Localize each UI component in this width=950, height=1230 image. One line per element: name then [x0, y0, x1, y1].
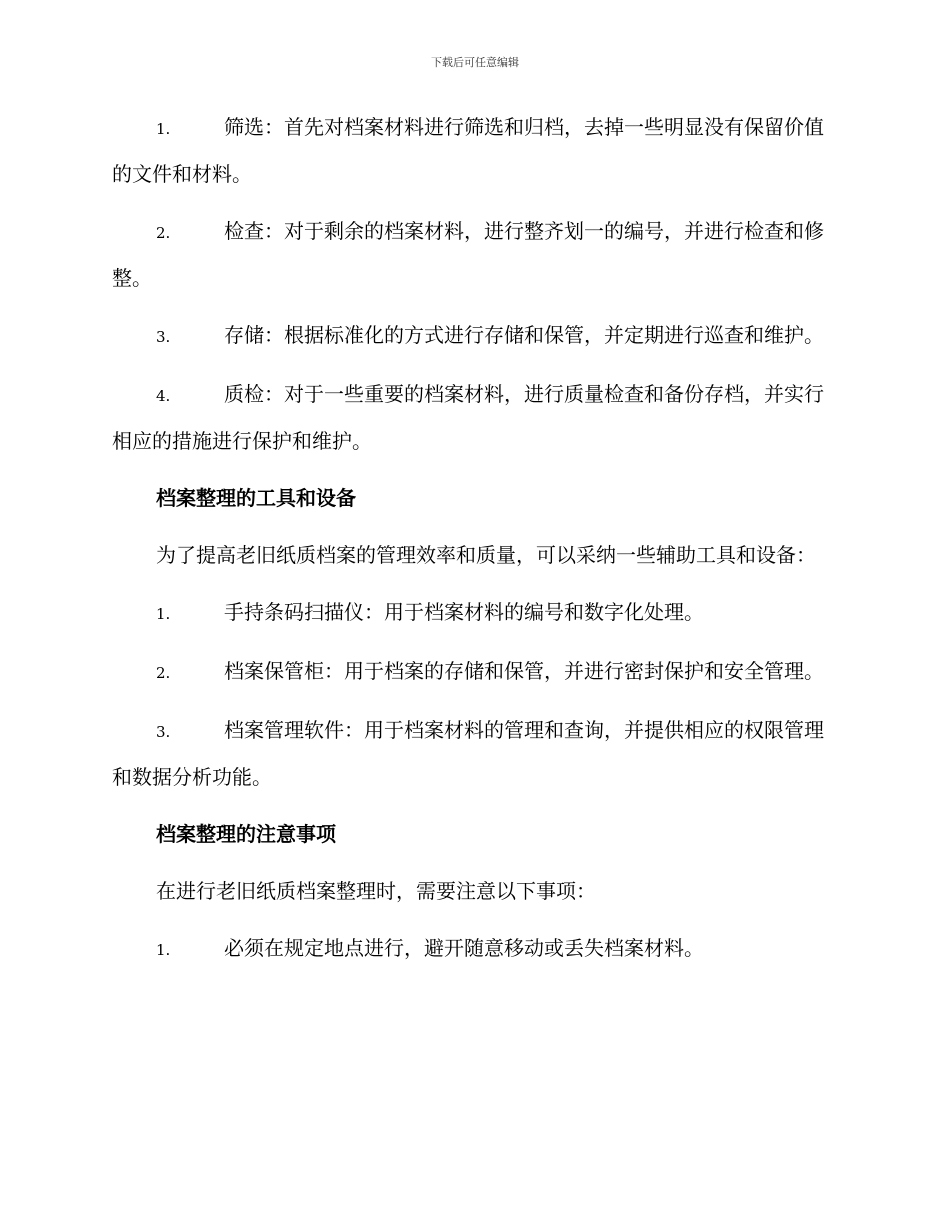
item-text: 存储：根据标准化的方式进行存储和保管，并定期进行巡查和维护。	[224, 323, 824, 347]
paragraph: 在进行老旧纸质档案整理时，需要注意以下事项：	[156, 879, 596, 903]
item-number: 4.	[156, 387, 171, 405]
list-item	[112, 708, 834, 800]
item-number: 3.	[156, 723, 171, 741]
page-header: 下载后可任意编辑	[431, 56, 519, 69]
item-text: 档案管理软件：用于档案材料的管理和查询，并提供相应的权限管理和数据分析功能。	[112, 718, 824, 789]
list-item	[112, 372, 834, 464]
paragraph: 为了提高老旧纸质档案的管理效率和质量，可以采纳一些辅助工具和设备：	[156, 543, 816, 567]
item-number: 3.	[156, 328, 171, 346]
item-text: 必须在规定地点进行，避开随意移动或丢失档案材料。	[224, 936, 704, 960]
list-item	[112, 209, 834, 301]
item-text: 质检：对于一些重要的档案材料，进行质量检查和备份存档，并实行相应的措施进行保护和维护。	[112, 382, 824, 453]
item-number: 2.	[156, 664, 171, 682]
item-text: 检查：对于剩余的档案材料，进行整齐划一的编号，并进行检查和修整。	[112, 219, 824, 290]
item-text: 筛选：首先对档案材料进行筛选和归档，去掉一些明显没有保留价值的文件和材料。	[112, 115, 824, 186]
item-text: 档案保管柜：用于档案的存储和保管，并进行密封保护和安全管理。	[224, 659, 824, 683]
list-item	[112, 649, 834, 696]
item-number: 1.	[156, 941, 171, 959]
item-number: 1.	[156, 605, 171, 623]
item-text: 手持条码扫描仪：用于档案材料的编号和数字化处理。	[224, 600, 704, 624]
section-heading: 档案整理的注意事项	[156, 822, 336, 846]
list-item	[112, 105, 834, 197]
document-body	[112, 105, 834, 985]
list-item	[112, 313, 834, 360]
list-item	[112, 590, 834, 637]
item-number: 1.	[156, 120, 171, 138]
section-heading: 档案整理的工具和设备	[156, 486, 356, 510]
list-item	[112, 926, 834, 973]
item-number: 2.	[156, 224, 171, 242]
